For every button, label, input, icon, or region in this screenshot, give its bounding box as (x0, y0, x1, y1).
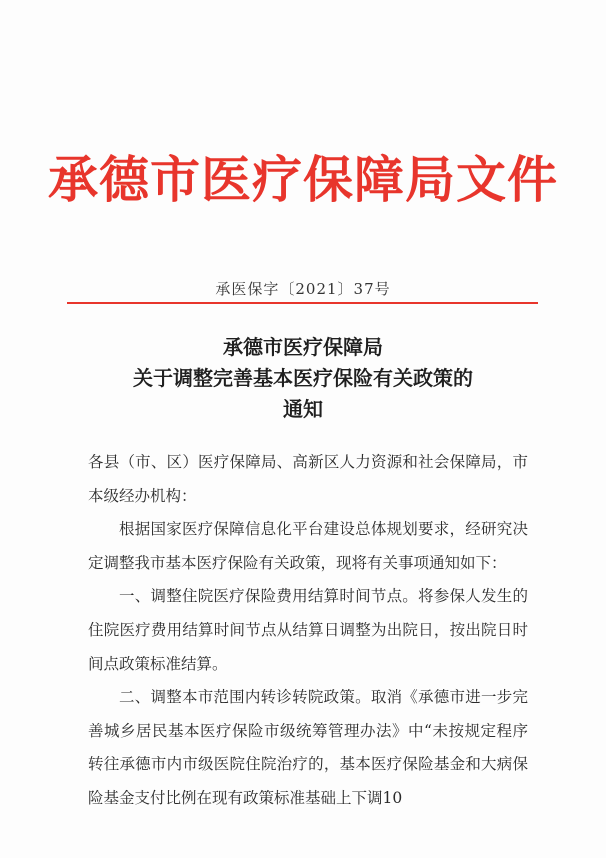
red-divider-line (67, 302, 538, 304)
notice-body (88, 446, 528, 816)
document-header-title: 承德市医疗保障局文件 (48, 150, 558, 209)
notice-title (0, 332, 606, 425)
item-2-paragraph: 二、调整本市范围内转诊转院政策。取消《承德市进一步完善城乡居民基本医疗保险市级统筹管理办法》中“未按规定程序转往承德市内市级医院住院治疗的，基本医疗保险基金和大病保险基金支付比例在现有政策标准基础上下调10 (88, 688, 528, 807)
notice-title-line-2: 关于调整完善基本医疗保险有关政策的 (133, 366, 473, 390)
notice-title-line-3: 通知 (283, 397, 323, 421)
notice-title-line-1: 承德市医疗保障局 (223, 335, 383, 359)
intro-paragraph: 根据国家医疗保障信息化平台建设总体规划要求，经研究决定调整我市基本医疗保险有关政策，现将有关事项通知如下： (88, 520, 528, 572)
item-1-paragraph: 一、调整住院医疗保险费用结算时间节点。将参保人发生的住院医疗费用结算时间节点从结算日调整为出院日，按出院日时间点政策标准结算。 (88, 587, 528, 673)
document-number: 承医保字〔2021〕37号 (215, 280, 391, 298)
salutation-paragraph: 各县（市、区）医疗保障局、高新区人力资源和社会保障局，市本级经办机构： (88, 453, 528, 505)
